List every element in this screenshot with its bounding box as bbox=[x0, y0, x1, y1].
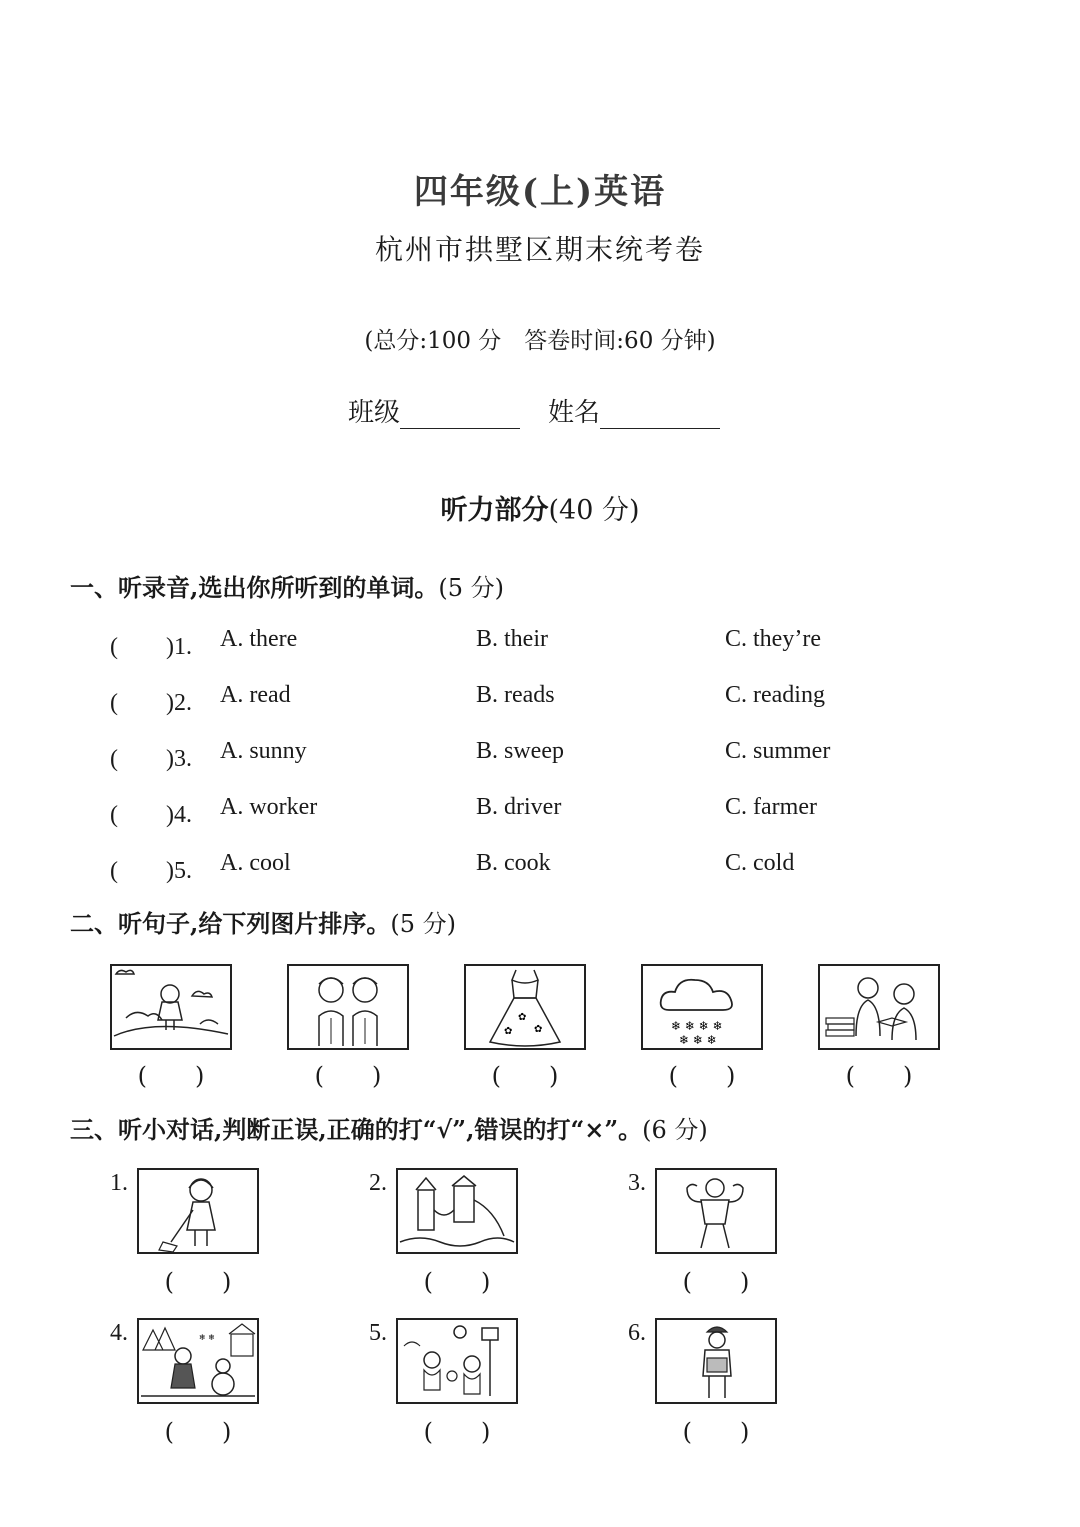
answer-paren[interactable]: ( ) bbox=[164, 1268, 232, 1296]
exam-subtitle: 杭州市拱墅区期末统考卷 bbox=[374, 233, 705, 266]
section3-points: (6 分) bbox=[642, 1116, 708, 1144]
picture-two-children bbox=[287, 964, 409, 1050]
item-number: 3. bbox=[628, 1170, 646, 1196]
student-info bbox=[348, 392, 748, 429]
question-row bbox=[110, 794, 910, 834]
dress-icon bbox=[466, 966, 584, 1048]
picture-snow-cloud bbox=[641, 964, 763, 1050]
part-title-text: 听力部分 bbox=[440, 495, 549, 526]
answer-paren[interactable]: ( ) bbox=[682, 1268, 750, 1296]
svg-text:✿: ✿ bbox=[504, 1026, 513, 1037]
option-a: A. read bbox=[220, 682, 291, 708]
two-children-icon bbox=[289, 966, 407, 1048]
playground-icon bbox=[398, 1170, 516, 1252]
option-c: C. reading bbox=[725, 682, 825, 708]
answer-paren[interactable]: ( ) bbox=[491, 1062, 559, 1090]
question-row bbox=[110, 626, 910, 666]
item-number: 1. bbox=[110, 1170, 128, 1196]
question-row bbox=[110, 850, 910, 890]
picture-playing-ball bbox=[396, 1318, 518, 1404]
question-row bbox=[110, 682, 910, 722]
strong-man-icon bbox=[657, 1170, 775, 1252]
svg-text:✿: ✿ bbox=[518, 1012, 527, 1023]
section1-points: (5 分) bbox=[438, 574, 504, 602]
snow-cloud-icon bbox=[643, 966, 761, 1048]
answer-paren[interactable]: ( ) bbox=[668, 1062, 736, 1090]
item-number: 4. bbox=[110, 1320, 128, 1346]
svg-text:❄ ❄: ❄ ❄ bbox=[199, 1333, 215, 1342]
winter-snowman-icon bbox=[139, 1320, 257, 1402]
answer-paren[interactable]: ( ) bbox=[845, 1062, 913, 1090]
picture-girl-in-park bbox=[110, 964, 232, 1050]
item-number: 5. bbox=[369, 1320, 387, 1346]
answer-paren[interactable]: ( ) bbox=[137, 1062, 205, 1090]
option-a: A. worker bbox=[220, 794, 318, 820]
class-blank[interactable] bbox=[400, 398, 520, 429]
picture-dress bbox=[464, 964, 586, 1050]
option-b: B. reads bbox=[476, 682, 555, 708]
section2-title-text: 二、听句子,给下列图片排序。 bbox=[70, 909, 391, 938]
part-points: (40 分) bbox=[548, 495, 640, 526]
section2-points: (5 分) bbox=[390, 910, 456, 938]
picture-playground bbox=[396, 1168, 518, 1254]
option-b: B. cook bbox=[476, 850, 551, 876]
picture-strong-man bbox=[655, 1168, 777, 1254]
delivery-man-icon bbox=[657, 1320, 775, 1402]
section1-title bbox=[70, 568, 504, 603]
score-info: (总分:100 分 答卷时间:60 分钟) bbox=[364, 328, 716, 354]
answer-paren[interactable]: ( ) bbox=[423, 1418, 491, 1446]
answer-paren[interactable]: ( ) bbox=[682, 1418, 750, 1446]
exam-title: 四年级(上)英语 bbox=[413, 172, 667, 212]
part-title bbox=[0, 488, 1080, 527]
item-number: 2. bbox=[369, 1170, 387, 1196]
question-number[interactable]: ( )5. bbox=[110, 858, 192, 884]
answer-paren[interactable]: ( ) bbox=[164, 1418, 232, 1446]
svg-text:❄ ❄ ❄ ❄: ❄ ❄ ❄ ❄ bbox=[671, 1019, 723, 1033]
option-c: C. cold bbox=[725, 850, 795, 876]
question-number[interactable]: ( )3. bbox=[110, 746, 192, 772]
picture-delivery-man bbox=[655, 1318, 777, 1404]
picture-winter-snowman bbox=[137, 1318, 259, 1404]
section3-title-text: 三、听小对话,判断正误,正确的打“√”,错误的打“×”。 bbox=[70, 1115, 643, 1144]
name-label: 姓名 bbox=[548, 398, 601, 428]
girl-in-park-icon bbox=[112, 966, 230, 1048]
picture-girl-sweeping bbox=[137, 1168, 259, 1254]
reading-women-icon bbox=[820, 966, 938, 1048]
option-c: C. farmer bbox=[725, 794, 817, 820]
section2-title bbox=[70, 904, 456, 939]
option-b: B. sweep bbox=[476, 738, 564, 764]
svg-text:❄ ❄ ❄: ❄ ❄ ❄ bbox=[679, 1033, 717, 1047]
picture-reading-women bbox=[818, 964, 940, 1050]
question-row bbox=[110, 738, 910, 778]
girl-sweeping-icon bbox=[139, 1170, 257, 1252]
answer-paren[interactable]: ( ) bbox=[314, 1062, 382, 1090]
section3-title bbox=[70, 1110, 708, 1145]
name-blank[interactable] bbox=[600, 398, 720, 429]
svg-text:✿: ✿ bbox=[534, 1024, 543, 1035]
question-number[interactable]: ( )2. bbox=[110, 690, 192, 716]
option-a: A. cool bbox=[220, 850, 291, 876]
option-b: B. their bbox=[476, 626, 548, 652]
option-c: C. they’re bbox=[725, 626, 821, 652]
question-number[interactable]: ( )4. bbox=[110, 802, 192, 828]
class-label: 班级 bbox=[348, 398, 401, 428]
option-a: A. sunny bbox=[220, 738, 307, 764]
answer-paren[interactable]: ( ) bbox=[423, 1268, 491, 1296]
playing-ball-icon bbox=[398, 1320, 516, 1402]
option-a: A. there bbox=[220, 626, 298, 652]
section1-title-text: 一、听录音,选出你所听到的单词。 bbox=[70, 573, 439, 602]
option-b: B. driver bbox=[476, 794, 562, 820]
option-c: C. summer bbox=[725, 738, 831, 764]
question-number[interactable]: ( )1. bbox=[110, 634, 192, 660]
item-number: 6. bbox=[628, 1320, 646, 1346]
